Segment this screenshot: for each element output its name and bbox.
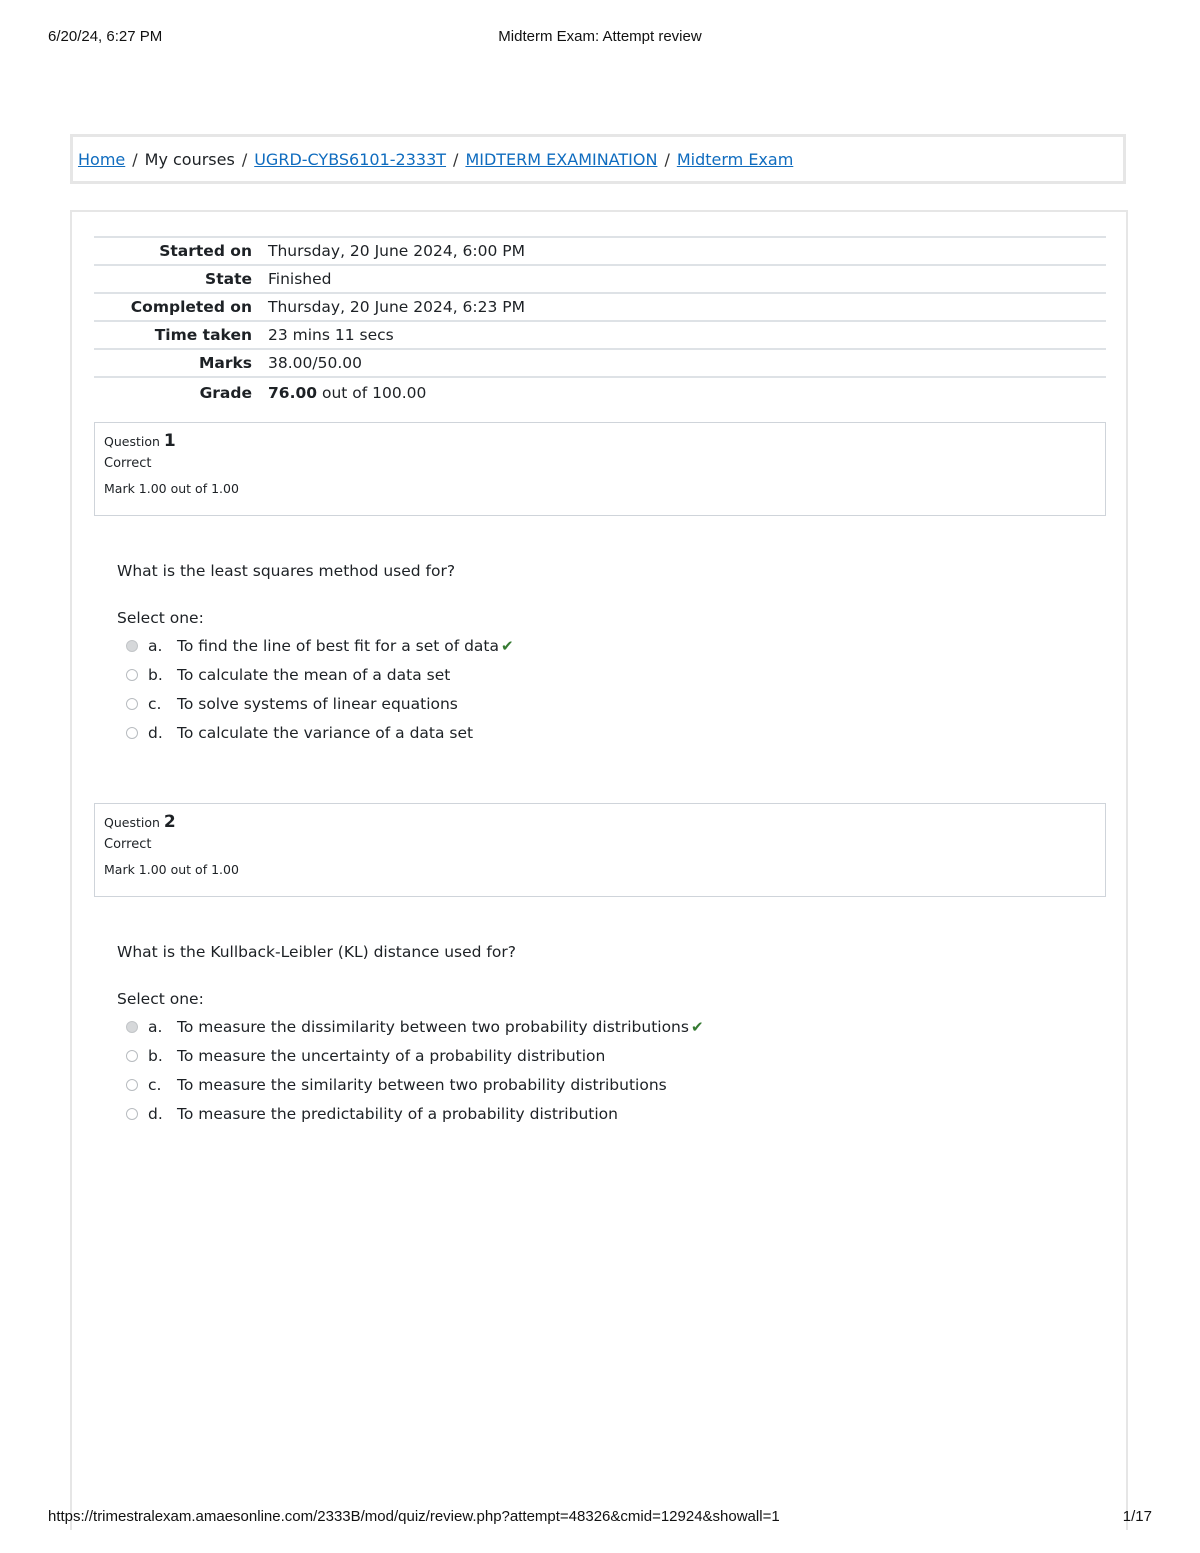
summary-row-completed-on [94, 293, 1106, 321]
print-header [48, 28, 1152, 48]
question-1-answers [117, 631, 1097, 747]
summary-row-marks [94, 349, 1106, 377]
answer-text: To calculate the mean of a data set [177, 665, 451, 684]
grade-value [260, 377, 1106, 407]
breadcrumb-quiz-link[interactable]: Midterm Exam [676, 150, 794, 169]
answer-option [117, 1070, 1097, 1099]
grade-label: Grade [199, 383, 252, 402]
breadcrumb-section-link[interactable]: MIDTERM EXAMINATION [465, 150, 658, 169]
question-1-mark: Mark 1.00 out of 1.00 [104, 481, 239, 496]
answer-option [117, 1099, 1097, 1128]
question-number: 1 [163, 431, 176, 451]
answer-letter: a. [148, 636, 163, 655]
answer-option [117, 1012, 1097, 1041]
answer-radio[interactable] [126, 727, 138, 739]
answer-text: To measure the similarity between two probability distributions [177, 1075, 667, 1094]
breadcrumb [70, 134, 1126, 184]
breadcrumb-separator: / [453, 150, 459, 169]
answer-option [117, 631, 1097, 660]
print-footer [48, 1508, 1152, 1528]
correct-check-icon: ✔ [501, 636, 514, 655]
answer-text: To calculate the variance of a data set [177, 723, 474, 742]
answer-letter: b. [148, 1046, 163, 1065]
summary-row-started-on [94, 237, 1106, 265]
question-1-info [94, 422, 1106, 516]
page-number: 1/17 [1122, 1508, 1152, 1525]
answer-text: To measure the predictability of a probability distribution [177, 1104, 618, 1123]
question-2-prompt: Select one: [117, 990, 204, 1008]
answer-letter: c. [148, 1075, 162, 1094]
question-2-text: What is the Kullback-Leibler (KL) distance used for? [117, 943, 516, 961]
breadcrumb-separator: / [132, 150, 138, 169]
question-label: Question [104, 434, 160, 449]
started-on-label: Started on [159, 242, 252, 260]
question-1-content [117, 562, 1097, 747]
question-2-info [94, 803, 1106, 897]
time-taken-value: 23 mins 11 secs [268, 326, 394, 344]
attempt-summary-table [94, 236, 1106, 407]
breadcrumb-my-courses: My courses [144, 150, 235, 169]
correct-check-icon: ✔ [690, 1017, 704, 1036]
answer-radio[interactable] [126, 1079, 138, 1091]
print-datetime: 6/20/24, 6:27 PM [48, 28, 163, 45]
answer-letter: a. [148, 1017, 163, 1036]
question-2-number [104, 812, 1096, 832]
question-1-number [104, 431, 1096, 451]
summary-row-time-taken [94, 321, 1106, 349]
time-taken-label: Time taken [154, 326, 252, 344]
completed-on-value: Thursday, 20 June 2024, 6:23 PM [268, 298, 526, 316]
answer-letter: c. [148, 694, 162, 713]
question-2-content [117, 943, 1097, 1128]
answer-text: To find the line of best fit for a set of data [177, 636, 500, 655]
answer-radio-selected[interactable] [126, 640, 138, 652]
grade-out-of: out of 100.00 [317, 383, 427, 402]
answer-text: To measure the dissimilarity between two probability distributions [177, 1017, 689, 1036]
breadcrumb-separator: / [664, 150, 670, 169]
answer-radio[interactable] [126, 1108, 138, 1120]
marks-label: Marks [198, 354, 252, 372]
answer-option [117, 660, 1097, 689]
answer-radio[interactable] [126, 698, 138, 710]
answer-letter: d. [148, 1104, 163, 1123]
attempt-review-region [70, 210, 1128, 1530]
breadcrumb-separator: / [241, 150, 248, 169]
answer-letter: d. [148, 723, 163, 742]
question-1-state: Correct [104, 456, 152, 471]
state-label: State [205, 270, 252, 288]
question-2-state: Correct [104, 837, 152, 852]
answer-text: To measure the uncertainty of a probability distribution [177, 1046, 606, 1065]
summary-row-grade [94, 377, 1106, 407]
started-on-value: Thursday, 20 June 2024, 6:00 PM [268, 242, 526, 260]
completed-on-label: Completed on [130, 298, 252, 316]
question-label: Question [104, 815, 160, 830]
answer-radio[interactable] [126, 1050, 138, 1062]
answer-letter: b. [148, 665, 163, 684]
question-number: 2 [163, 812, 176, 832]
breadcrumb-course-link[interactable]: UGRD-CYBS6101-2333T [254, 150, 447, 169]
answer-option [117, 718, 1097, 747]
question-1-text: What is the least squares method used for? [117, 562, 456, 580]
question-2-answers [117, 1012, 1097, 1128]
grade-score: 76.00 [268, 383, 318, 402]
marks-value: 38.00/50.00 [268, 354, 362, 372]
breadcrumb-home-link[interactable]: Home [78, 150, 126, 169]
answer-radio[interactable] [126, 669, 138, 681]
summary-row-state [94, 265, 1106, 293]
answer-option [117, 689, 1097, 718]
answer-text: To solve systems of linear equations [177, 694, 458, 713]
answer-option [117, 1041, 1097, 1070]
answer-radio-selected[interactable] [126, 1021, 138, 1033]
page-url: https://trimestralexam.amaesonline.com/2333B/mod/quiz/review.php?attempt=48326&cmid=12924&showall=1 [48, 1508, 780, 1525]
question-2-mark: Mark 1.00 out of 1.00 [104, 862, 239, 877]
document-title: Midterm Exam: Attempt review [498, 28, 702, 45]
question-1-prompt: Select one: [117, 609, 204, 627]
state-value: Finished [268, 270, 332, 288]
